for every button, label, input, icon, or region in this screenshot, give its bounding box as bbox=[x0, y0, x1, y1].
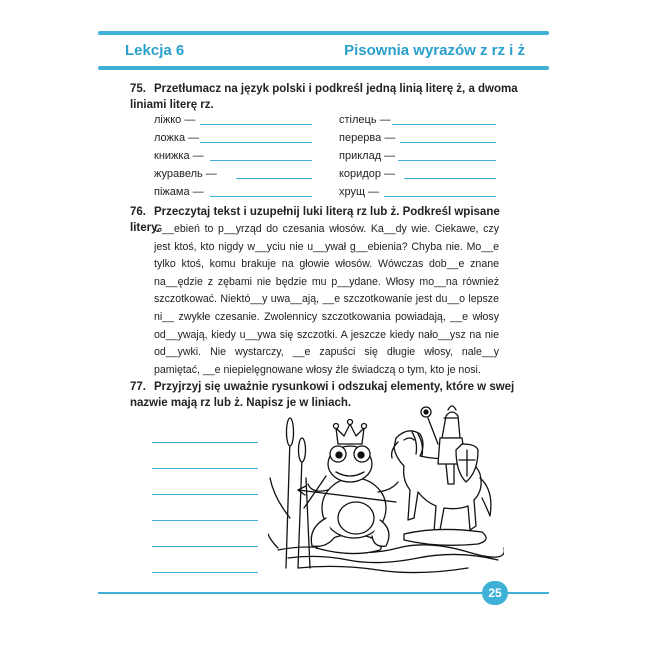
answer-line[interactable] bbox=[152, 442, 258, 443]
vocab-word: журавель — bbox=[154, 168, 217, 180]
vocab-word: ложка — bbox=[154, 132, 200, 144]
vocab-word: книжка — bbox=[154, 150, 204, 162]
vocab-word: піжама — bbox=[154, 186, 204, 198]
page-number-badge: 25 bbox=[482, 581, 508, 605]
exercise-instruction-text: Przyjrzyj się uważnie rysunkowi i odszukaj elementy, które w swej nazwie mają rz lub ż. Napisz je w liniach. bbox=[130, 381, 515, 409]
fill-in-text[interactable] bbox=[154, 221, 499, 379]
answer-line[interactable] bbox=[384, 196, 496, 197]
vocab-word: приклад — bbox=[339, 150, 396, 162]
frog-and-knight-illustration bbox=[268, 398, 504, 576]
exercise-number: 75. bbox=[130, 83, 146, 95]
answer-line[interactable] bbox=[404, 178, 496, 179]
answer-line[interactable] bbox=[400, 142, 496, 143]
vocab-word: коридор — bbox=[339, 168, 396, 180]
answer-line[interactable] bbox=[152, 572, 258, 573]
exercise-number: 76. bbox=[130, 206, 146, 218]
exercise-75-instruction bbox=[130, 81, 525, 113]
vocab-word: ліжко — bbox=[154, 114, 196, 126]
vocab-word: перерва — bbox=[339, 132, 396, 144]
exercise-instruction-text: Przeczytaj tekst i uzupełnij luki literą rz lub ż. Podkreśl wpisane litery. bbox=[130, 206, 500, 234]
fill-in-paragraph: G__ebień to p__yrząd do czesania włosów. Ka__dy wie. Ciekawe, czy jest ktoś, kto nigdy w__yciu nie u__ywał g__ebienia? Chyba nie. Mo__e tylko ktoś, komu brakuje na głowie włosów. Wówczas dob__e znane na__ędzie z zębami nie będzie mu p__ydane. Włosy mo__na również szczotkować. Niektó__y uwa__ają, __e szczotkowanie jest du__o lepsze ni__ zwykłe czesanie. Zwolennicy szczotkowania powiadają, __e włosy od__ywają, kiedy u__ywa się szczotki. A jeszcze kiedy nało__ysz na nie od__ywki. Nie wystarczy, __e zapuści się długie włosy, nale__y pamiętać, __e niepielęgnowane włosy źle świadczą o tym, kto je nosi. bbox=[154, 223, 499, 376]
header-bottom-rule bbox=[98, 66, 549, 70]
exercise-number: 77. bbox=[130, 381, 146, 393]
answer-line[interactable] bbox=[152, 546, 258, 547]
answer-line[interactable] bbox=[210, 160, 312, 161]
answer-line[interactable] bbox=[152, 520, 258, 521]
answer-line[interactable] bbox=[392, 124, 496, 125]
answer-line[interactable] bbox=[200, 142, 312, 143]
answer-line[interactable] bbox=[236, 178, 312, 179]
answer-line[interactable] bbox=[398, 160, 496, 161]
topic-title: Pisownia wyrazów z rz i ż bbox=[344, 42, 525, 59]
answer-line[interactable] bbox=[152, 494, 258, 495]
header-top-rule bbox=[98, 31, 549, 35]
vocab-word: хрущ — bbox=[339, 186, 380, 198]
answer-line[interactable] bbox=[152, 468, 258, 469]
vocab-word: стілець — bbox=[339, 114, 391, 126]
answer-line[interactable] bbox=[200, 124, 312, 125]
answer-line[interactable] bbox=[210, 196, 312, 197]
lesson-title: Lekcja 6 bbox=[125, 42, 185, 59]
exercise-instruction-text: Przetłumacz na język polski i podkreśl jedną linią literę ż, a dwoma liniami literę rz. bbox=[130, 83, 518, 111]
